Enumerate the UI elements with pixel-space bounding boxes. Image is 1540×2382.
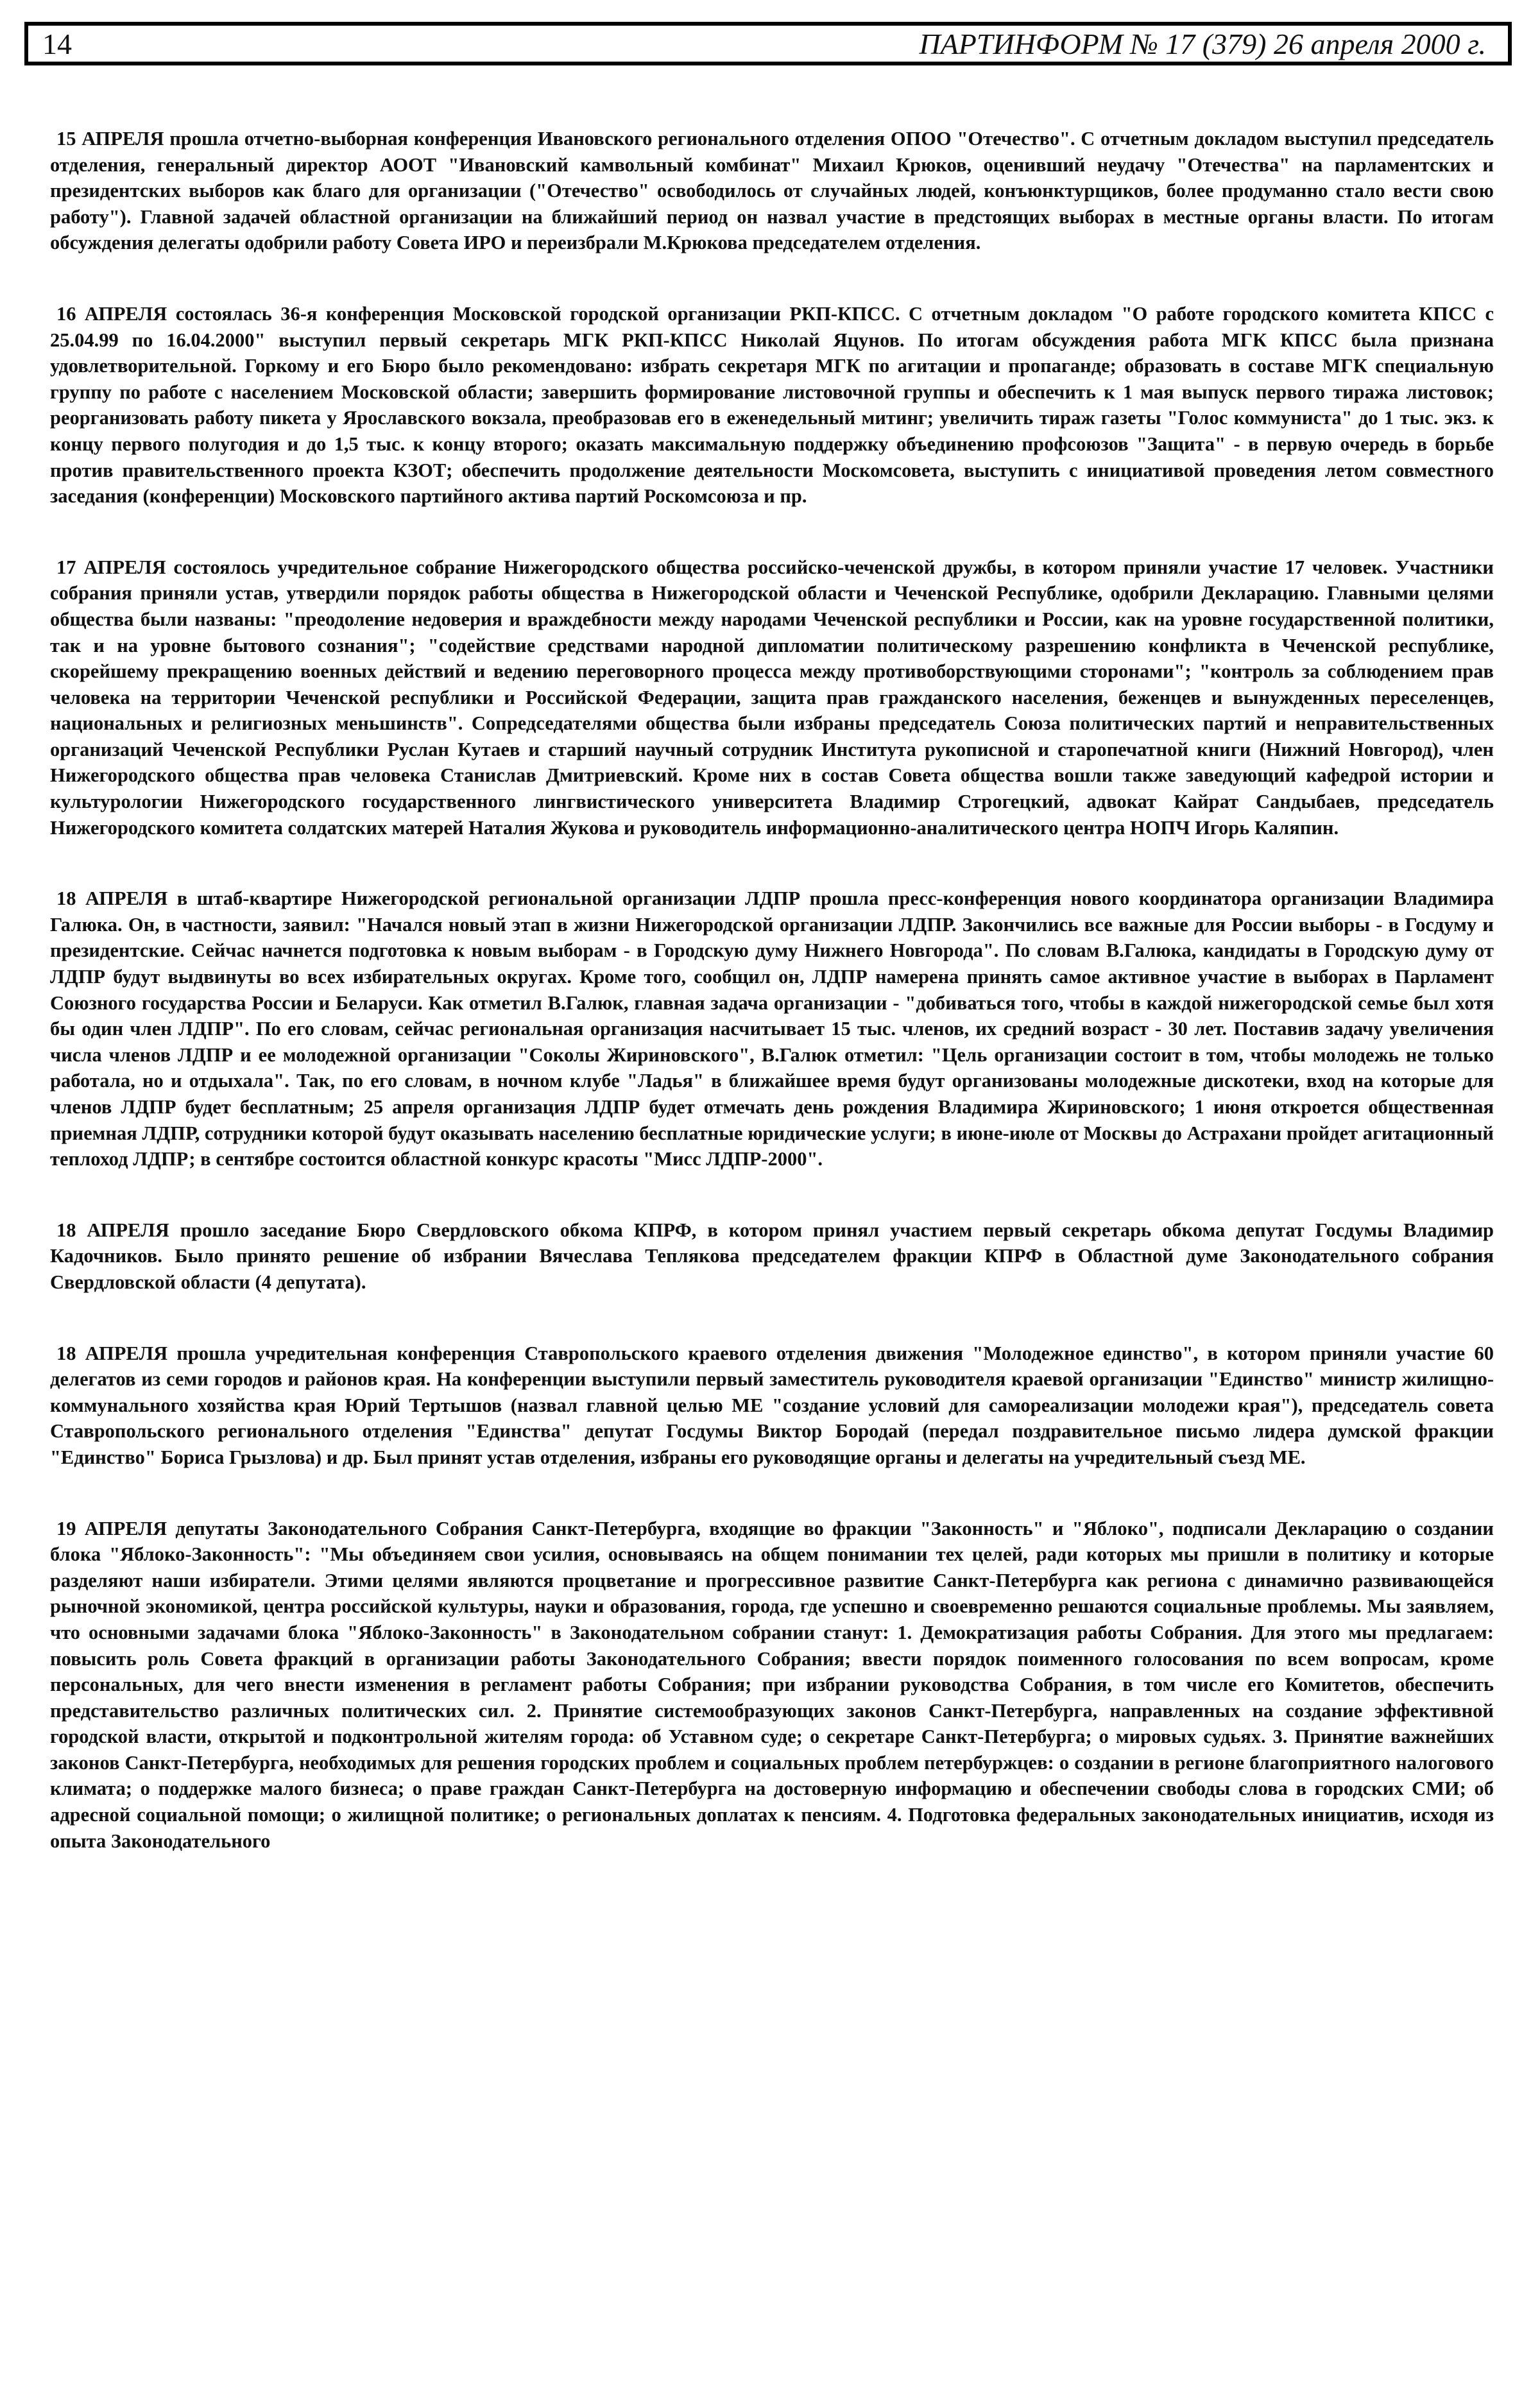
entry-text: состоялась 36-я конференция Московской городской организации РКП-КПСС. С отчетным докладом "О работе городского комитета КПСС с 25.04.99 по 16.04.2000" выступил первый секретарь МГК РКП-КПСС Николай Яцунов. По итогам обсуждения работа МГК КПСС была признана удовлетворительной. Горкому и его Бюро было рекомендовано: избрать секретаря МГК по агитации и пропаганде; образовать в составе МГК специальную группу по работе с населением Московской области; завершить формирование листовочной группы и обеспечить к 1 мая выпуск первого тиража листовок; реорганизовать работу пикета у Ярославского вокзала, преобразовав его в еженедельный митинг; увеличить тираж газеты "Голос коммуниста" до 1 тыс. экз. к концу первого полугодия и до 1,5 тыс. к концу второго; оказать максимальную поддержку объединению профсоюзов "Защита" - в первую очередь в борьбе против правительственного проекта КЗОТ; обеспечить продолжение деятельности Москомсовета, выступить с инициативой проведения летом совместного заседания (конференции) Московского партийного актива партий Роскомсоюза и пр. bbox=[50, 302, 1494, 508]
entry-date: 18 АПРЕЛЯ bbox=[56, 1219, 169, 1241]
entry-date: 19 АПРЕЛЯ bbox=[56, 1517, 167, 1539]
news-entry bbox=[50, 1217, 1494, 1296]
entry-text: прошла отчетно-выборная конференция Ивановского регионального отделения ОПОО "Отечество". С отчетным докладом выступил председатель отделения, генеральный директор АООТ "Ивановский камвольный комбинат" Михаил Крюков, оценивший неудачу "Отечества" на парламентских и президентских выборов как благо для организации ("Отечество" освободилось от случайных людей, конъюнктурщиков, более продуманно стало вести свою работу"). Главной задачей областной организации на ближайший период он назвал участие в предстоящих выборах в местные органы власти. По итогам обсуждения делегаты одобрили работу Совета ИРО и переизбрали М.Крюкова председателем отделения. bbox=[50, 128, 1494, 254]
page-header bbox=[24, 22, 1512, 65]
entry-date: 18 АПРЕЛЯ bbox=[56, 887, 168, 910]
entry-date: 18 АПРЕЛЯ bbox=[56, 1342, 168, 1364]
news-entry bbox=[50, 886, 1494, 1172]
news-entry bbox=[50, 301, 1494, 510]
news-entry bbox=[50, 1341, 1494, 1471]
page-number: 14 bbox=[42, 27, 72, 60]
entry-text: состоялось учредительное собрание Нижегородского общества российско-чеченской дружбы, в котором приняли участие 17 человек. Участники собрания приняли устав, утвердили порядок работы общества в Нижегородской области и Чеченской Республике, одобрили Декларацию. Главными целями общества были названы: "преодоление недоверия и враждебности между народами Чеченской республики и России, как на уровне государственной политики, так и на уровне бытового сознания"; "содействие средствами народной дипломатии политическому разрешению конфликта в Чеченской республике, скорейшему прекращению военных действий и ведению переговорного процесса между противоборствующими сторонами"; "контроль за соблюдением прав человека на территории Чеченской республики и Российской Федерации, защита прав гражданского населения, беженцев и вынужденных переселенцев, национальных и религиозных меньшинств". Сопредседателями общества были избраны председатель Союза политических партий и неправительственных организаций Чеченской Республики Руслан Кутаев и старший научный сотрудник Института рукописной и старопечатной книги (Нижний Новгород), член Нижегородского общества прав человека Станислав Дмитриевский. Кроме них в состав Совета общества вошли также заведующий кафедрой истории и культурологии Нижегородского государственного лингвистического университета Владимир Строгецкий, адвокат Кайрат Сандыбаев, председатель Нижегородского комитета солдатских матерей Наталия Жукова и руководитель информационно-аналитического центра НОПЧ Игорь Каляпин. bbox=[50, 556, 1494, 839]
issue-title: ПАРТИНФОРМ № 17 (379) 26 апреля 2000 г. bbox=[919, 27, 1486, 60]
entry-date: 15 АПРЕЛЯ bbox=[56, 128, 164, 150]
news-entry bbox=[50, 1516, 1494, 1855]
entry-text: в штаб-квартире Нижегородской региональной организации ЛДПР прошла пресс-конференция нового координатора организации Владимира Галюка. Он, в частности, заявил: "Начался новый этап в жизни Нижегородской организации ЛДПР. Закончились все важные для России выборы - в Госдуму и президентские. Сейчас начнется подготовка к новым выборам - в Городскую думу Нижнего Новгорода". По словам В.Галюка, кандидаты в Городскую думу от ЛДПР будут выдвинуты во всех избирательных округах. Кроме того, сообщил он, ЛДПР намерена принять самое активное участие в выборах в Парламент Союзного государства России и Беларуси. Как отметил В.Галюк, главная задача организации - "добиваться того, чтобы в каждой нижегородской семье был хотя бы один член ЛДПР". По его словам, сейчас региональная организация насчитывает 15 тыс. членов, их средний возраст - 30 лет. Поставив задачу увеличения числа членов ЛДПР и ее молодежной организации "Соколы Жириновского", В.Галюк отметил: "Цель организации состоит в том, чтобы молодежь не только работала, но и отдыхала". Так, по его словам, в ночном клубе "Ладья" в ближайшее время будут организованы молодежные дискотеки, вход на которые для членов ЛДПР будет бесплатным; 25 апреля организация ЛДПР будет отмечать день рождения Владимира Жириновского; 1 июня откроется общественная приемная ЛДПР, сотрудники которой будут оказывать населению бесплатные юридические услуги; в июне-июле от Москвы до Астрахани пройдет агитационный теплоход ЛДПР; в сентябре состоится областной конкурс красоты "Мисс ЛДПР-2000". bbox=[50, 887, 1494, 1170]
entry-text: прошло заседание Бюро Свердловского обкома КПРФ, в котором принял участием первый секретарь обкома депутат Госдумы Владимир Кадочников. Было принято решение об избрании Вячеслава Теплякова председателем фракции КПРФ в Областной думе Законодательного собрания Свердловской области (4 депутата). bbox=[50, 1219, 1494, 1293]
entry-text: прошла учредительная конференция Ставропольского краевого отделения движения "Молодежное единство", в котором приняли участие 60 делегатов из семи городов и районов края. На конференции выступили первый заместитель руководителя краевой организации "Единство" министр жилищно-коммунального хозяйства края Юрий Тертышов (назвал главной целью МЕ "создание условий для самореализации молодежи края"), председатель совета Ставропольского регионального отделения "Единства" депутат Госдумы Виктор Бородай (передал поздравительное письмо лидера думской фракции "Единство" Бориса Грызлова) и др. Был принят устав отделения, избраны его руководящие органы и делегаты на учредительный съезд МЕ. bbox=[50, 1342, 1494, 1468]
entry-text: депутаты Законодательного Собрания Санкт-Петербурга, входящие во фракции "Законность" и "Яблоко", подписали Декларацию о создании блока "Яблоко-Законность": "Мы объединяем свои усилия, основываясь на общем понимании тех целей, ради которых мы пришли в политику и которые разделяют наши избиратели. Этими целями являются процветание и прогрессивное развитие Санкт-Петербурга как региона с динамично развивающейся рыночной экономикой, центра российской культуры, науки и образования, города, где успешно и своевременно решаются социальные проблемы. Мы заявляем, что основными задачами блока "Яблоко-Законность" в Законодательном собрании станут: 1. Демократизация работы Собрания. Для этого мы предлагаем: повысить роль Совета фракций в организации работы Законодательного Собрания; ввести порядок поименного голосования по всем вопросам, кроме персональных, для чего внести изменения в регламент работы Собрания; при избрании руководства Собрания, в том числе его Комитетов, обеспечить представительство различных политических сил. 2. Принятие системообразующих законов Санкт-Петербурга, направленных на создание эффективной городской власти, открытой и подконтрольной жителям города: об Уставном суде; о секретаре Санкт-Петербурга; о мировых судьях. 3. Принятие важнейших законов Санкт-Петербурга, необходимых для решения городских проблем и социальных проблем петербуржцев: о создании в регионе благоприятного налогового климата; о поддержке малого бизнеса; о праве граждан Санкт-Петербурга на достоверную информацию и обеспечении свободы слова в городских СМИ; об адресной социальной помощи; о жилищной политике; о региональных доплатах к пенсиям. 4. Подготовка федеральных законодательных инициатив, исходя из опыта Законодательного bbox=[50, 1517, 1494, 1852]
entry-date: 16 АПРЕЛЯ bbox=[56, 302, 167, 325]
news-entry bbox=[50, 554, 1494, 841]
news-entry bbox=[50, 126, 1494, 256]
entry-date: 17 АПРЕЛЯ bbox=[56, 556, 166, 578]
news-column bbox=[50, 126, 1494, 2365]
